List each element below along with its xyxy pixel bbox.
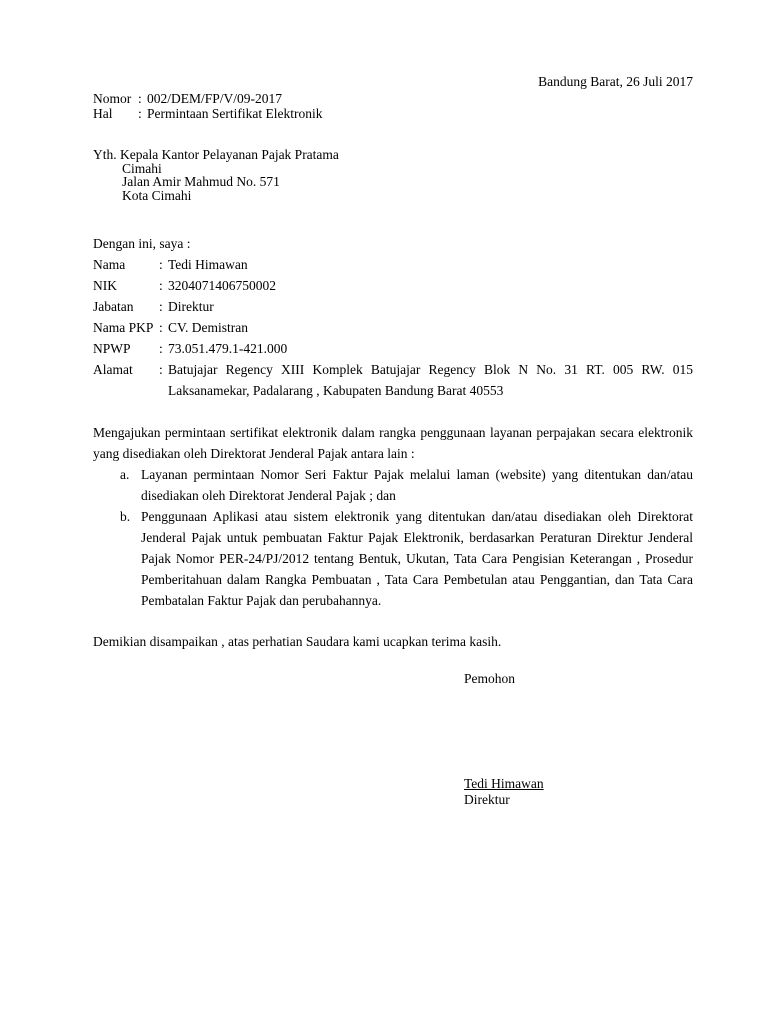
list-marker: b.	[120, 509, 131, 524]
identity-row-jabatan	[93, 296, 693, 317]
ref-label-hal: Hal	[93, 105, 113, 121]
identity-label: NPWP	[93, 341, 131, 356]
list-item-b	[93, 506, 693, 611]
identity-row-nama	[93, 254, 693, 275]
ref-colon: :	[138, 105, 142, 121]
ref-value-hal: Permintaan Sertifikat Elektronik	[147, 105, 323, 121]
place-date: Bandung Barat, 26 Juli 2017	[538, 74, 693, 89]
identity-colon: :	[159, 257, 163, 272]
ref-label-nomor: Nomor	[93, 91, 132, 106]
identity-label: Nama PKP	[93, 320, 154, 335]
ref-colon: :	[138, 91, 142, 106]
signature-name: Tedi Himawan	[464, 776, 544, 791]
identity-label: NIK	[93, 278, 117, 293]
identity-row-alamat	[93, 359, 693, 401]
reference-block	[93, 92, 693, 121]
identity-colon: :	[159, 362, 163, 377]
list-item-text: Layanan permintaan Nomor Seri Faktur Pajak melalui laman (website) yang ditentukan dan/atau disediakan oleh Direktorat Jenderal Pajak ; dan	[141, 467, 693, 503]
recipient-line: Kota Cimahi	[122, 188, 192, 204]
identity-label: Alamat	[93, 362, 133, 377]
ref-row-nomor	[93, 92, 693, 107]
signature-title: Direktur	[464, 791, 510, 807]
list-item-a	[93, 464, 693, 506]
identity-row-npwp	[93, 338, 693, 359]
identity-table	[93, 254, 693, 401]
identity-value: Batujajar Regency XIII Komplek Batujajar Regency Blok N No. 31 RT. 005 RW. 015 Laksanamekar, Padalarang , Kabupaten Bandung Barat 40553	[168, 362, 693, 398]
recipient-line: Yth. Kepala Kantor Pelayanan Pajak Pratama	[93, 147, 339, 162]
identity-label: Jabatan	[93, 299, 134, 314]
list-item-text: Penggunaan Aplikasi atau sistem elektronik yang ditentukan dan/atau disediakan oleh Direktorat Jenderal Pajak untuk pembuatan Faktur Pajak Elektronik, berdasarkan Peraturan Direktur Jenderal Pajak Nomor PER-24/PJ/2012 tentang Bentuk, Ukutan, Tata Cara Pengisian Keterangan , Prosedur Pemberitahuan dalam Rangka Pembuatan , Tata Cara Pembetulan atau Penggantian, dan Tata Cara Pembatalan Faktur Pajak dan perubahannya.	[141, 509, 693, 608]
list-marker: a.	[120, 467, 130, 482]
request-list	[93, 464, 693, 611]
ref-row-hal	[93, 107, 693, 122]
identity-value: 3204071406750002	[168, 278, 276, 293]
recipient-block	[93, 148, 693, 203]
recipient-line: Jalan Amir Mahmud No. 571	[122, 174, 280, 190]
identity-row-nik	[93, 275, 693, 296]
identity-colon: :	[159, 320, 163, 335]
identity-value: 73.051.479.1-421.000	[168, 341, 288, 356]
identity-value: CV. Demistran	[168, 320, 248, 335]
identity-colon: :	[159, 278, 163, 293]
closing-paragraph: Demikian disampaikan , atas perhatian Saudara kami ucapkan terima kasih.	[93, 634, 502, 649]
recipient-line: Cimahi	[122, 160, 162, 176]
salutation: Dengan ini, saya :	[93, 236, 191, 251]
identity-colon: :	[159, 341, 163, 356]
identity-row-nama-pkp	[93, 317, 693, 338]
identity-colon: :	[159, 299, 163, 314]
identity-value: Direktur	[168, 299, 214, 314]
body-intro-paragraph: Mengajukan permintaan sertifikat elektronik dalam rangka penggunaan layanan perpajakan secara elektronik yang disediakan oleh Direktorat Jenderal Pajak antara lain :	[93, 425, 693, 461]
signature-block	[464, 776, 544, 807]
identity-value: Tedi Himawan	[168, 257, 248, 272]
ref-value-nomor: 002/DEM/FP/V/09-2017	[147, 91, 283, 106]
signature-heading: Pemohon	[464, 671, 516, 686]
identity-label: Nama	[93, 257, 126, 272]
